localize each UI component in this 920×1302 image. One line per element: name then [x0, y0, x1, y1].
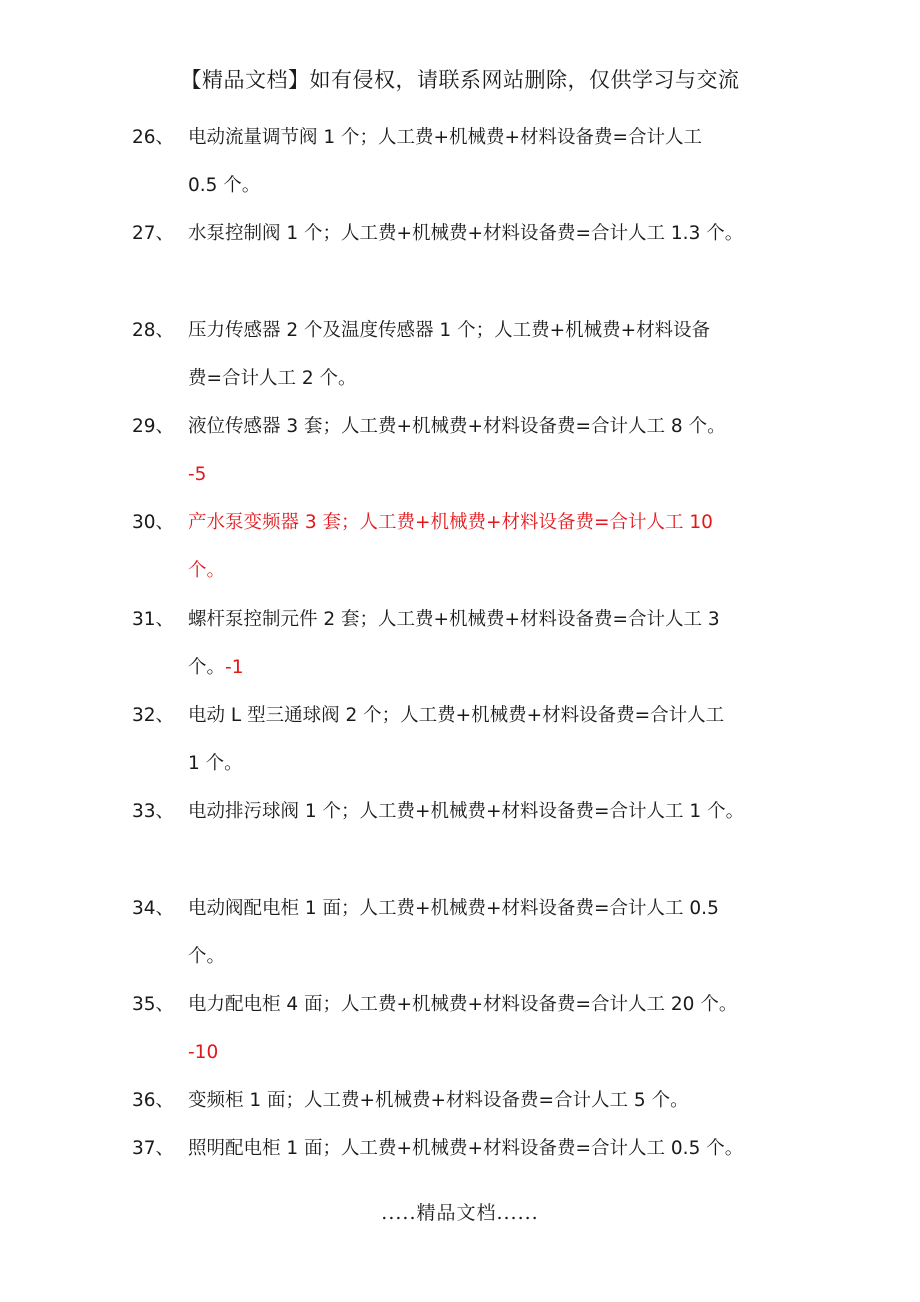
item-text: 液位传感器 3 套；人工费+机械费+材料设备费=合计人工 8 个。	[188, 416, 726, 437]
item-text: 电动 L 型三通球阀 2 个；人工费+机械费+材料设备费=合计人工	[188, 705, 725, 726]
page-footer: .....精品文档......	[381, 1202, 539, 1224]
item-number: 34、	[132, 898, 175, 919]
item-continuation: 个。	[188, 946, 226, 967]
item-text: 电动阀配电柜 1 面；人工费+机械费+材料设备费=合计人工 0.5	[188, 898, 719, 919]
item-text: 照明配电柜 1 面；人工费+机械费+材料设备费=合计人工 0.5 个。	[188, 1138, 744, 1159]
item-continuation-row	[188, 655, 243, 681]
item-number: 35、	[132, 994, 175, 1015]
item-number: 31、	[132, 609, 175, 630]
item-number: 37、	[132, 1138, 175, 1159]
item-continuation: 0.5 个。	[188, 175, 261, 196]
item-number: 33、	[132, 801, 175, 822]
item-continuation: 费=合计人工 2 个。	[188, 368, 357, 389]
item-number: 29、	[132, 416, 175, 437]
item-text-highlighted: 产水泵变频器 3 套；人工费+机械费+材料设备费=合计人工 10	[188, 512, 713, 533]
item-text: 电力配电柜 4 面；人工费+机械费+材料设备费=合计人工 20 个。	[188, 994, 738, 1015]
item-text: 变频柜 1 面；人工费+机械费+材料设备费=合计人工 5 个。	[188, 1090, 689, 1111]
item-text: 电动排污球阀 1 个；人工费+机械费+材料设备费=合计人工 1 个。	[188, 801, 745, 822]
item-note: -10	[188, 1042, 219, 1063]
item-number: 30、	[132, 512, 175, 533]
item-text: 电动流量调节阀 1 个；人工费+机械费+材料设备费=合计人工	[188, 127, 703, 148]
item-number: 26、	[132, 127, 175, 148]
item-note: -5	[188, 464, 207, 485]
item-text: 螺杆泵控制元件 2 套；人工费+机械费+材料设备费=合计人工 3	[188, 609, 720, 630]
item-note: -1	[225, 657, 244, 678]
item-text: 压力传感器 2 个及温度传感器 1 个；人工费+机械费+材料设备	[188, 320, 711, 341]
item-continuation: 个。	[188, 657, 226, 678]
item-continuation-highlighted: 个。	[188, 560, 226, 581]
item-number: 32、	[132, 705, 175, 726]
item-number: 28、	[132, 320, 175, 341]
item-text: 水泵控制阀 1 个；人工费+机械费+材料设备费=合计人工 1.3 个。	[188, 223, 744, 244]
item-number: 27、	[132, 223, 175, 244]
item-number: 36、	[132, 1090, 175, 1111]
item-continuation: 1 个。	[188, 753, 243, 774]
page-header: 【精品文档】如有侵权，请联系网站删除，仅供学习与交流	[180, 68, 740, 92]
